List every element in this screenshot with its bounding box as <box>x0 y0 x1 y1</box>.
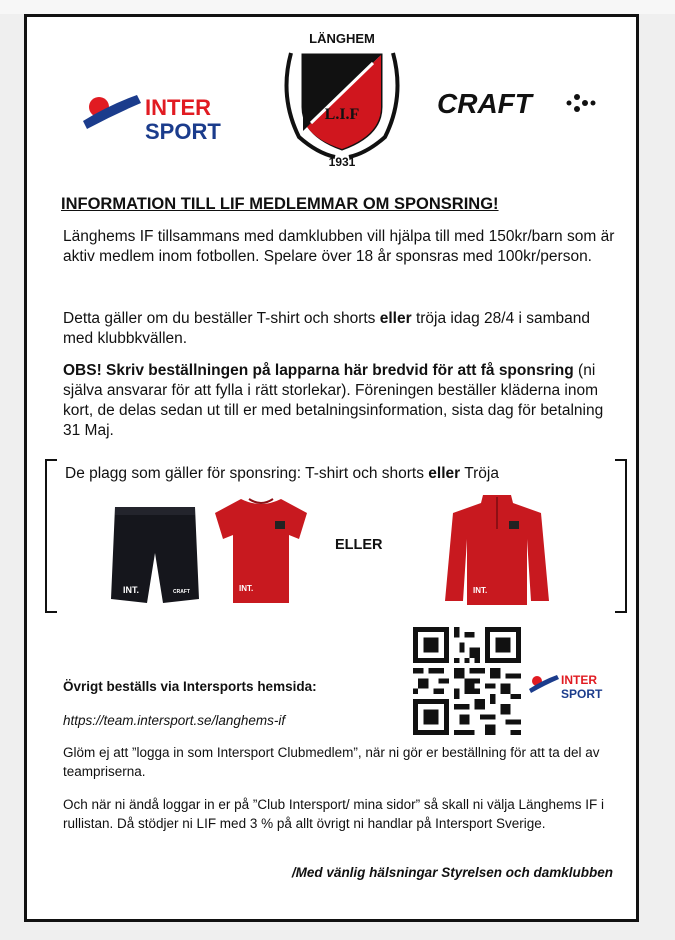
p3-bold: OBS! Skriv beställningen på lapparna här bredvid för att få sponsring <box>63 362 574 379</box>
plagg-after: Tröja <box>460 465 499 482</box>
bracket-right <box>615 459 627 613</box>
headline: INFORMATION TILL LIF MEDLEMMAR OM SPONSRING! <box>61 195 499 213</box>
ovrigt-text: Övrigt beställs via Intersports hemsida: <box>63 679 317 694</box>
shorts-brand: CRAFT <box>173 589 190 595</box>
paragraph-login: Glöm ej att ”logga in som Intersport Clubmedlem”, när ni gör er beställning för att ta del av teampriserna. <box>63 745 600 779</box>
bracket-left <box>45 459 57 613</box>
intersport-small-line2: SPORT <box>561 687 603 701</box>
paragraph-sponsorship: Länghems IF tillsammans med damklubben vill hjälpa till med 150kr/barn som är aktiv medlem inom fotbollen. Spelare över 18 år sponsras med 100kr/person. <box>63 228 615 265</box>
shorts-print: INT. <box>123 585 140 595</box>
shorts-image <box>109 503 201 607</box>
p3-after: (ni själva ansvarar för att fylla i rätt storlekar). Föreningen beställer kläderna inom kort, de delas sedan ut till er med betalningsinformation, sista dag för betalning 31 Maj. <box>63 362 604 439</box>
plagg-before: De plagg som gäller för sponsring: T-shirt och shorts <box>65 465 429 482</box>
p2-after: tröja idag 28/4 i samband med klubbkvällen. <box>63 310 591 347</box>
paragraph-club-intersport: Och när ni ändå loggar in er på ”Club Intersport/ mina sidor” så skall ni välja Länghems IF i rullistan. Då stödjer ni LIF med 3 % på allt övrigt ni handlar på Intersport Sverige. <box>63 797 605 831</box>
intersport-logo-line2: SPORT <box>145 119 221 144</box>
intersport-logo <box>79 85 239 145</box>
p2-before: Detta gäller om du beställer T-shirt och shorts <box>63 310 380 327</box>
craft-logo-text: CRAFT <box>437 88 532 119</box>
signoff: /Med vänlig hälsningar Styrelsen och damklubben <box>291 865 613 880</box>
paragraph-order-info <box>63 309 623 349</box>
crest-year: 1931 <box>328 155 356 167</box>
crest-name: LÄNGHEM <box>309 31 375 46</box>
intersport-logo-line1: INTER <box>145 95 211 120</box>
sweater-print: INT. <box>473 586 488 595</box>
tshirt-print: INT. <box>239 584 254 593</box>
craft-logo <box>437 85 607 121</box>
lif-crest <box>277 27 407 167</box>
crest-letters: L.I.F <box>324 106 360 123</box>
intersport-link[interactable]: https://team.intersport.se/langhems-if <box>63 713 286 728</box>
paragraph-obs <box>63 361 623 441</box>
intersport-small-line1: INTER <box>561 673 597 687</box>
plagg-bold: eller <box>428 465 461 482</box>
garments-line <box>65 465 605 483</box>
poster <box>24 14 639 922</box>
sweater-image <box>443 489 551 609</box>
tshirt-image <box>213 495 309 607</box>
eller-label: ELLER <box>335 537 383 553</box>
p2-bold: eller <box>379 310 412 327</box>
top-band <box>0 0 675 14</box>
